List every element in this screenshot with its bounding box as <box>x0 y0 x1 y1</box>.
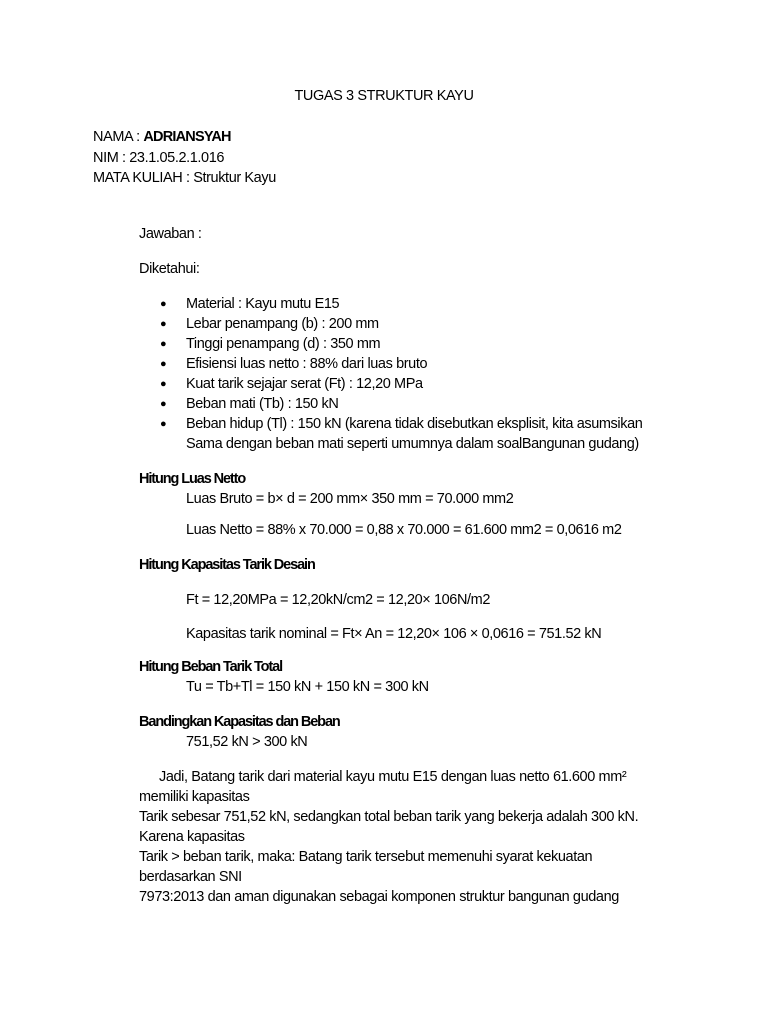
given-item <box>139 314 699 334</box>
conclusion-line: Tarik > beban tarik, maka: Batang tarik tersebut memenuhi syarat kekuatan <box>139 849 593 865</box>
given-item-text: Beban mati (Tb) : 150 kN <box>186 396 339 412</box>
name-label: NAMA : <box>93 129 144 145</box>
calc-line: Luas Netto = 88% x 70.000 = 0,88 x 70.000 = 61.600 mm2 = 0,0616 m2 <box>186 522 622 538</box>
answer-block <box>139 224 699 907</box>
given-item <box>139 354 699 374</box>
calc-line: Luas Bruto = b× d = 200 mm× 350 mm = 70.000 mm2 <box>186 491 514 507</box>
given-item <box>139 374 699 394</box>
given-item-text: Lebar penampang (b) : 200 mm <box>186 316 379 332</box>
course-line: MATA KULIAH : Struktur Kayu <box>93 170 276 186</box>
bullet: ● <box>160 338 167 350</box>
given-item <box>139 414 699 434</box>
conclusion-line: Tarik sebesar 751,52 kN, sedangkan total beban tarik yang bekerja adalah 300 kN. <box>139 809 639 825</box>
bullet: ● <box>160 298 167 310</box>
bullet: ● <box>160 318 167 330</box>
section-heading-total-load: Hitung Beban Tarik Total <box>139 659 283 675</box>
conclusion-line: Jadi, Batang tarik dari material kayu mutu E15 dengan luas netto 61.600 mm² <box>159 769 627 785</box>
given-item-text: Sama dengan beban mati seperti umumnya dalam soalBangunan gudang) <box>186 436 639 452</box>
given-item-text: Material : Kayu mutu E15 <box>186 296 340 312</box>
given-item-text: Beban hidup (Tl) : 150 kN (karena tidak disebutkan eksplisit, kita asumsikan <box>186 416 643 432</box>
given-item <box>139 394 699 414</box>
bullet: ● <box>160 398 167 410</box>
conclusion-paragraph <box>139 767 699 907</box>
conclusion-line: berdasarkan SNI <box>139 869 242 885</box>
document-title: TUGAS 3 STRUKTUR KAYU <box>294 88 474 104</box>
bullet: ● <box>160 378 167 390</box>
given-list <box>139 294 699 454</box>
given-item <box>139 294 699 314</box>
student-info <box>93 127 276 189</box>
bullet: ● <box>160 358 167 370</box>
conclusion-line: Karena kapasitas <box>139 829 245 845</box>
calc-line: 751,52 kN > 300 kN <box>186 734 308 750</box>
conclusion-line: 7973:2013 dan aman digunakan sebagai komponen struktur bangunan gudang <box>139 889 619 905</box>
section-heading-compare: Bandingkan Kapasitas dan Beban <box>139 714 340 730</box>
given-label: Diketahui: <box>139 261 200 277</box>
answer-label: Jawaban : <box>139 226 202 242</box>
nim-line: NIM : 23.1.05.2.1.016 <box>93 149 225 166</box>
section-heading-design-capacity: Hitung Kapasitas Tarik Desain <box>139 557 315 573</box>
given-item-text: Efisiensi luas netto : 88% dari luas bruto <box>186 356 428 372</box>
name-value: ADRIANSYAH <box>143 129 231 145</box>
calc-line: Kapasitas tarik nominal = Ft× An = 12,20× 106 × 0,0616 = 751.52 kN <box>186 626 602 642</box>
calc-line: Tu = Tb+Tl = 150 kN + 150 kN = 300 kN <box>186 679 429 695</box>
given-item-continuation <box>139 434 699 454</box>
given-item-text: Tinggi penampang (d) : 350 mm <box>186 336 381 352</box>
name-line <box>93 127 276 148</box>
given-item <box>139 334 699 354</box>
bullet: ● <box>160 418 167 430</box>
given-item-text: Kuat tarik sejajar serat (Ft) : 12,20 MPa <box>186 376 423 392</box>
calc-line: Ft = 12,20MPa = 12,20kN/cm2 = 12,20× 106N/m2 <box>186 592 491 608</box>
conclusion-line: memiliki kapasitas <box>139 789 250 805</box>
section-heading-net-area: Hitung Luas Netto <box>139 471 246 487</box>
